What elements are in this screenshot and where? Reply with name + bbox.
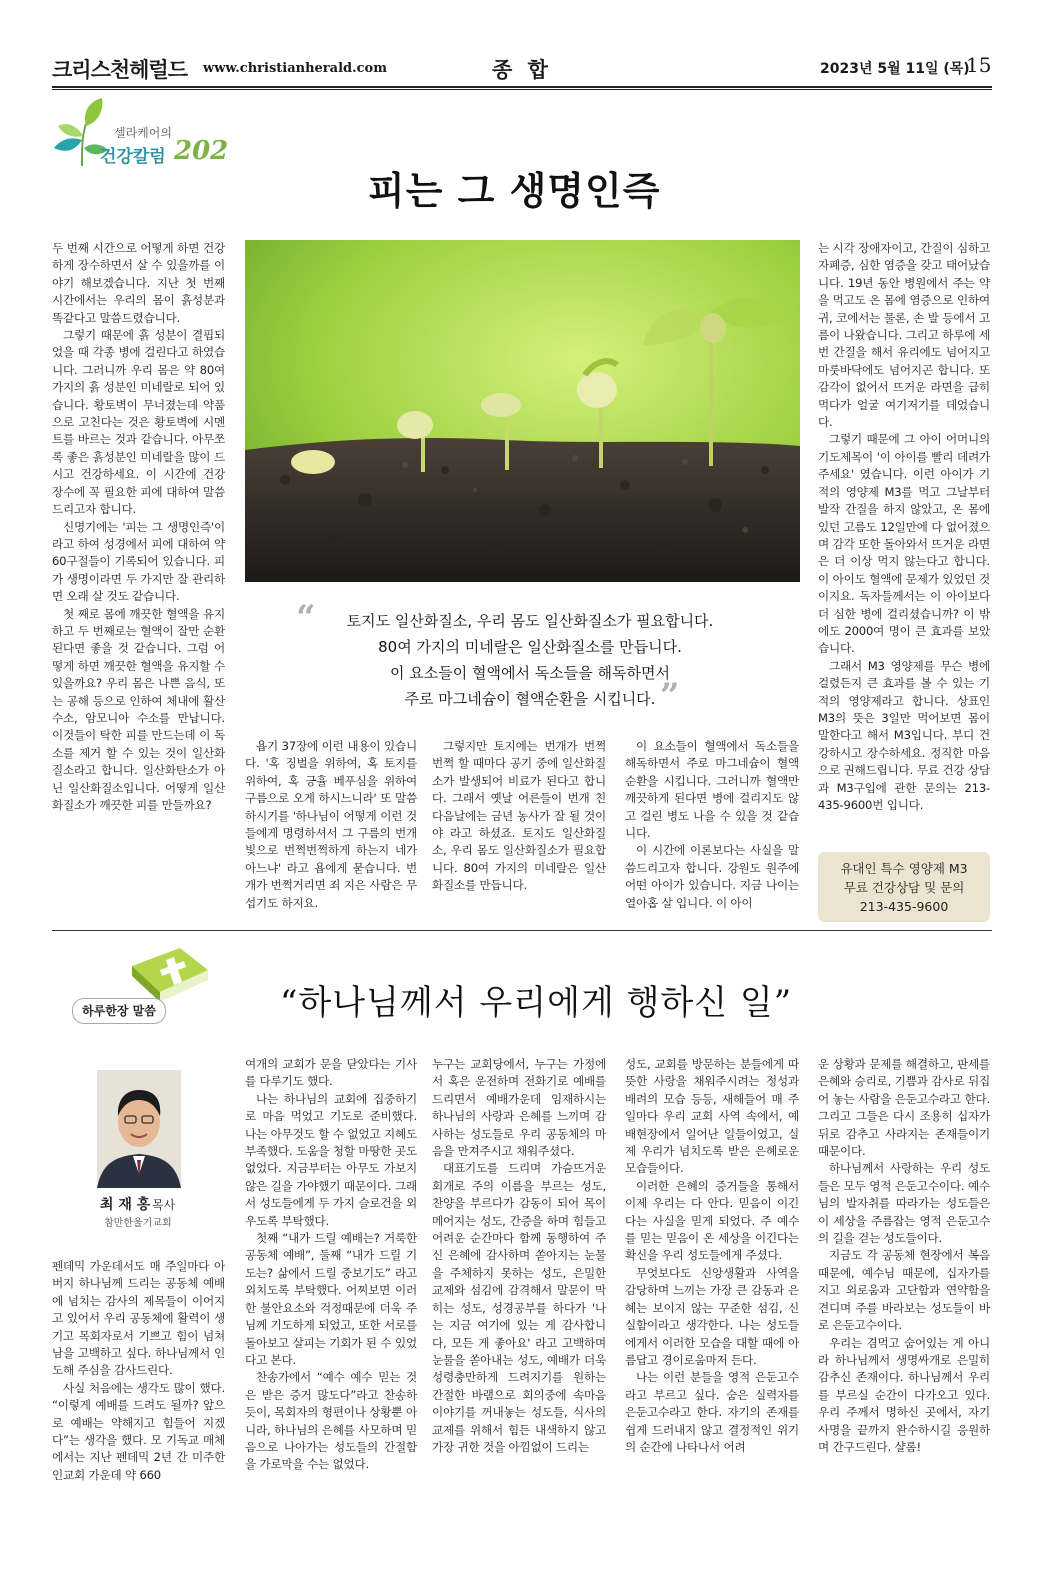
issue-date: 2023년 5월 11일 (목) — [820, 61, 970, 77]
paragraph: 펜데믹 가운데서도 매 주일마다 아버지 하나님께 드리는 공동체 예배에 넘치는 감사의 제목들이 이어지고 있어서 우리 공동체에 활력이 생기고 목회자로서 기쁘고 힘이 넘쳐남을 고백하고 싶다. 하나님께서 인도해 주심을 감사드린다. — [52, 1259, 225, 1378]
paragraph: 여개의 교회가 문을 닫았다는 기사를 다루기도 했다. — [245, 1057, 417, 1089]
article1-col5 — [818, 240, 990, 814]
author-name: 최 재 홍 — [100, 1197, 151, 1213]
seedling-photo — [245, 240, 800, 582]
paragraph: 나는 하나님의 교회에 집중하기로 마음 먹었고 기도로 준비했다. 나는 아무것도 할 수 없었고 지혜도 부족했다. 도움을 청할 마땅한 곳도 없었다. 지금부터는 아무도 가보지 않은 길을 가야했기 때문이다. 그래서 성도들에게 두 가지 슬로건을 외우도록 부탁했다. — [245, 1091, 417, 1228]
quote-line: 주로 마그네슘이 혈액순환을 시킵니다. — [404, 690, 656, 708]
paragraph: 는 시각 장애자이고, 간질이 심하고 자폐증, 심한 염증을 갖고 태어났습니다. 19년 동안 병원에서 주는 약을 먹고도 온 몸에 염증으로 인하여 귀, 코에서는 물론, 손 발 등에서 고름이 나왔습니다. 그리고 하루에 세 번 간질을 해서 유리에도 넘어지고 마룻바닥에도 넘어지곤 합니다. 또 감각이 없어서 뜨거운 라면을 급히 먹다가 얼굴 여기저기를 데었습니다. — [818, 241, 990, 430]
info-line: 유대인 특수 영양제 M3 — [840, 861, 968, 876]
article1-col1 — [52, 240, 225, 814]
article1-col3 — [432, 738, 606, 895]
close-quote-icon: ” — [660, 676, 680, 716]
column-badge: 하루한장 말씀 — [72, 998, 166, 1024]
article2-col5 — [818, 1056, 990, 1456]
page-number: 15 — [966, 53, 992, 77]
paragraph: 대표기도를 드리며 가슴뜨거운 회개로 주의 이름을 부르는 성도, 찬양을 부르다가 감동이 되어 목이 메어지는 성도, 간증을 하며 힘들고 어려운 순간마다 함께 동행하여 주신 은혜에 감사하며 쏟아지는 눈물을 주체하지 못하는 성도, 은밀한 교제와 섬김에 감격해서 말문이 막히는 성도, 성경공부를 하다가 '나는 지금 여기에 있는 게 감사합니다, 모든 게 좋아요' 라고 고백하며 눈물을 쏟아내는 성도, 예배가 더욱 성령충만하게 드려지기를 원하는 간절한 바램으로 회의중에 속마음 이야기를 꺼내놓는 성도들, 식사의 교제를 위해서 힘든 내색하지 않고 가장 귀한 것을 아낌없이 드리는 — [432, 1161, 606, 1454]
paragraph: 지금도 각 공동체 현장에서 복음 때문에, 예수님 때문에, 십자가를 지고 외로움과 고단함과 연약함을 견디며 주를 바라보는 성도들이 바로 은둔고수이다. — [818, 1248, 990, 1333]
quote-line: 토지도 일산화질소, 우리 몸도 일산화질소가 필요합니다. — [346, 612, 714, 630]
author-church: 참만한울기교회 — [104, 1218, 172, 1229]
badge-title: 건강칼럼 — [100, 147, 166, 167]
paragraph: 누구는 교회당에서, 누구는 가정에서 혹은 운전하며 전화기로 예배를 드리면서 예배가운데 임재하시는 하나님의 사랑과 은혜를 느끼며 감사하는 성도들로 우리 공동체의 마음을 만져주시고 채워주셨다. — [432, 1057, 606, 1159]
quote-line: 80여 가지의 미네랄은 일산화질소를 만듭니다. — [378, 638, 682, 656]
paragraph: 그래서 M3 영양제를 무슨 병에 걸렸든지 큰 효과를 볼 수 있는 기적의 영양제라고 합니다. 상표인 M3의 뜻은 3일만 먹어보면 몸이 말한다고 해서 M3입니다. 부디 건강하시고 장수하세요. 정직한 마음으로 권해드립니다. 무료 건강 상담과 M3구입에 관한 문의는 213-435-9600번 입니다. — [818, 658, 990, 812]
article-divider — [52, 930, 992, 931]
paragraph: 그렇지만 토지에는 번개가 번쩍번쩍 할 때마다 공기 중에 일산화질소가 발생되어 비료가 된다고 합니다. 그래서 옛날 어른들이 번개 친 다음날에는 금년 농사가 잘 될 것이야 라고 하셨죠. 토지도 일산화질소, 우리 몸도 일산화질소가 필요합니다. 80여 가지의 미네랄은 일산화질소를 만듭니다. — [432, 739, 606, 893]
article2-col4 — [625, 1056, 799, 1456]
website-url[interactable]: www.christianherald.com — [203, 61, 387, 76]
paragraph: 나는 이런 분들을 영적 은둔고수라고 부르고 싶다. 숨은 실력자를 은둔고수라고 한다. 자기의 존재를 쉽게 드러내지 않고 결정적인 위기의 순간에 나타나서 어려 — [625, 1370, 799, 1454]
paragraph: 이 시간에 이론보다는 사실을 말씀드리고자 합니다. 강원도 원주에 어떤 아이가 있습니다. 지금 나이는 열아홉 살 입니다. 이 아이 — [625, 843, 799, 910]
paragraph: 첫 째로 몸에 깨끗한 혈액을 유지하고 두 번째로는 혈액이 잘만 순환된다면 좋을 것 같습니다. 그럼 어떻게 하면 깨끗한 혈액을 유지할 수 있을까요? 우리 몸은 나쁜 음식, 또는 공해 등으로 인하여 체내에 활산수소, 암모니아 수소를 만납니다. 이것들이 탁한 피를 만드는데 이 독소를 제거 할 수 있는 것이 일산화질소라고 합니다. 일산화탄소가 아닌 일산화질소입니다. 어떻게 일산화질소가 깨끗한 피를 만들까요? — [52, 606, 225, 812]
article2-col3 — [432, 1056, 606, 1456]
paragraph: 사실 처음에는 생각도 많이 했다. “이렇게 예배를 드려도 될까? 앞으로 예배는 약해지고 힘들어 지겠다”는 생각을 했다. 모 기독교 매체에서는 지난 펜데믹 2년 간 미주한인교회 가운데 약 660 — [52, 1380, 225, 1482]
info-line: 무료 건강상담 및 문의 — [843, 880, 965, 895]
quote-line: 이 요소들이 혈액에서 독소들을 해독하면서 — [390, 664, 670, 682]
masthead-rule-thin — [52, 89, 992, 90]
paragraph: 운 상황과 문제를 해결하고, 판세를 은혜와 승리로, 기쁨과 감사로 뒤집어 놓는 사람을 은둔고수라고 한다. 그리고 그들은 다시 조용히 십자가 뒤로 감추고 사라지는 존재들이기 때문이다. — [818, 1057, 990, 1159]
open-quote-icon: “ — [296, 598, 316, 638]
paragraph: 이러한 은혜의 증거들을 통해서 이제 우리는 다 안다. 믿음이 이긴다는 사실을 믿게 되었다. 주 예수를 믿는 믿음이 온 세상을 이긴다는 확신을 우리 성도들에게 주셨다. — [625, 1178, 799, 1263]
paragraph: 하나님께서 사랑하는 우리 성도들은 모두 영적 은둔고수이다. 예수님의 발자취를 따라가는 성도들은 이 세상을 주름잡는 영적 은둔고수의 길을 걷는 성도들이다. — [818, 1161, 990, 1246]
phone-number[interactable]: 213-435-9600 — [859, 899, 949, 914]
paragraph: 우리는 겸먹고 숨어있는 게 아니라 하나님께서 생명싸개로 은밀히 감추신 존재이다. 하나님께서 우리를 부르실 순간이 다가오고 있다. 우리 주께서 명하신 곳에서, 자기 사명을 끝까지 완수하시길 응원하며 간구드린다. 샬롬! — [818, 1335, 990, 1454]
author-photo — [97, 1070, 181, 1188]
article1-title: 피는 그 생명인즉 — [368, 169, 661, 213]
article1-col2 — [245, 738, 417, 912]
masthead-rule — [52, 86, 992, 88]
newspaper-logo: 크리스천헤럴드 — [52, 58, 188, 82]
badge-sponsor: 셀라케어의 — [114, 126, 172, 140]
paragraph: 이 요소들이 혈액에서 독소들을 해독하면서 주로 마그네슘이 혈액순환을 시킵니다. 그러니까 혈액만 깨끗하게 된다면 병에 걸리지도 않고 걸린 병도 나을 수 있을 것 같습니다. — [625, 739, 799, 841]
paragraph: 신명기에는 '피는 그 생명인즉'이라고 하여 성경에서 피에 대하여 약 60구절들이 기록되어 있습니다. 피가 생명이라면 두 가지만 잘 관리하면 오래 살 것도 같습니다. — [52, 519, 225, 604]
author-role: 목사 — [152, 1198, 176, 1212]
article2-title: “하나님께서 우리에게 행하신 일” — [280, 983, 793, 1023]
paragraph: 두 번째 시간으로 어떻게 하면 건강하게 장수하면서 살 수 있을까를 이야기 해보겠습니다. 지난 첫 번째 시간에서는 우리의 몸이 흙성분과 똑같다고 말씀드렸습니다. — [52, 241, 225, 325]
paragraph: 그렇기 때문에 흙 성분이 결핍되었을 때 각종 병에 걸린다고 하였습니다. 그러니까 우리 몸은 약 80여 가지의 흙 성분인 미네랄로 되어 있습니다. 황토벽이 무너졌는데 약품으로 고친다는 것은 황토벽에 시멘트를 바르는 것과 같습니다. 아무쪼록 좋은 흙성분인 미네랄을 많이 드시고 건강하세요. 이 시간에 건강 장수에 꼭 필요한 피에 대하여 말씀드리고자 합니다. — [52, 328, 225, 517]
article1-col4 — [625, 738, 799, 912]
product-info-box — [818, 852, 990, 922]
section-name: 종 합 — [492, 58, 552, 82]
paragraph: 그렇기 때문에 그 아이 어머니의 기도제목이 '이 아이를 빨리 데려가 주세요' 였습니다. 이런 아이가 기적의 영양제 M3를 먹고 그날부터 발작 간질을 하지 않았고, 온 몸에 있던 고름도 12일만에 다 없어졌으며 감각 또한 돌아와서 뜨거운 라면은 더 이상 먹지 않는다고 합니다. 이 아이도 혈액에 문제가 있었던 것이지요. 독자들께서는 이 아이보다 더 심한 병에 걸리셨습니까? 이 밖에도 2000여 명이 큰 효과를 보았습니다. — [818, 432, 990, 656]
paragraph: 무엇보다도 신앙생활과 사역을 감당하며 느끼는 가장 큰 감동과 은혜는 보이지 않는 꾸준한 섬김, 신실함이라고 생각한다. 나는 성도들에게서 이러한 모습을 대할 때에 아름답고 경이로움마저 든다. — [625, 1265, 799, 1367]
paragraph: 찬송가에서 “예수 예수 믿는 것은 받은 증거 많도다”라고 찬송하듯이, 목회자의 형편이나 상황뿐 아니라, 하나님의 은혜를 사모하며 믿음으로 나아가는 성도들의 간절함을 가로막을 수는 없었다. — [245, 1370, 417, 1472]
paragraph: 욥기 37장에 이런 내용이 있습니다. '혹 징벌을 위하여, 혹 토지를 위하여, 혹 긍휼 베푸심을 위하여 구름으로 오게 하시느니라' 또 말씀하시기를 '하나님이 어떻게 이런 것들에게 명령하셔서 그 구름의 번개 빛으로 번쩍번쩍하게 하는지 네가 아느냐' 라고 욥에게 묻습니다. 번개가 번쩍거리면 죄 지은 사람은 무섭기도 하지요. — [245, 739, 417, 910]
pull-quote — [300, 608, 760, 712]
article2-col1 — [52, 1258, 225, 1484]
paragraph: 첫째 “내가 드릴 예배는? 거룩한 공동체 예배”, 둘째 “내가 드릴 기도는? 삶에서 드릴 중보기도” 라고 외치도록 부탁했다. 어찌보면 이러한 불안요소와 걱정때문에 더욱 주님께 기도하게 되었고, 또한 서로를 돌아보고 살피는 기회가 된 수 있었다고 본다. — [245, 1231, 417, 1367]
paragraph: 성도, 교회를 방문하는 분들에게 따뜻한 사랑을 채워주시려는 정성과 배려의 모습 등등, 새해들어 매 주일마다 우리 교회 사역 속에서, 예배현장에서 일어난 일들이었고, 실제 우리가 넘치도록 받은 은혜로운 모습들이다. — [625, 1057, 799, 1176]
badge-number: 202 — [174, 136, 229, 166]
article2-col2 — [245, 1056, 417, 1474]
